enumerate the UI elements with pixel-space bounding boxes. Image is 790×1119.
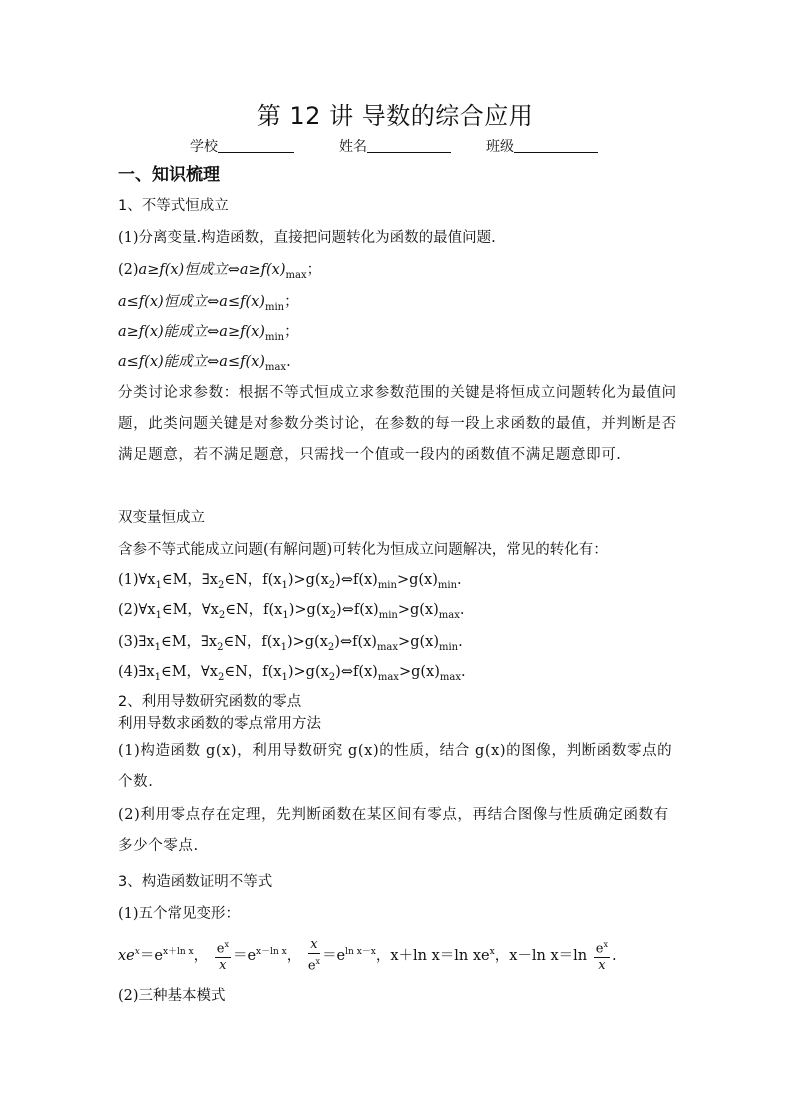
rule-row-3 bbox=[118, 322, 299, 348]
sub: min bbox=[377, 579, 397, 591]
conversion-row-4 bbox=[118, 662, 466, 688]
formula-sup: x＋ln x bbox=[162, 947, 194, 957]
rule-text: a≤f(x)能成立⇔a≤f(x) bbox=[118, 354, 265, 370]
name-blank[interactable] bbox=[367, 138, 451, 153]
class-label: 班级 bbox=[486, 139, 514, 155]
frac-den: x bbox=[219, 958, 227, 974]
sub: 2 bbox=[328, 671, 336, 683]
paragraph-separate-variable: (1)分离变量.构造函数，直接把问题转化为函数的最值问题. bbox=[118, 230, 496, 246]
part: ∈N，f(x bbox=[225, 602, 283, 618]
formula-part: ，x－ln x＝ln bbox=[494, 947, 588, 964]
rule-end: ； bbox=[284, 294, 299, 310]
sub: 1 bbox=[154, 641, 161, 653]
rule-end: . bbox=[286, 354, 291, 370]
formula-part: ＝e bbox=[232, 947, 257, 964]
formula-part: xe bbox=[118, 947, 135, 964]
rule-end: ； bbox=[284, 324, 299, 340]
sub: 2 bbox=[217, 579, 225, 591]
formula-part: ＝e bbox=[139, 947, 163, 964]
sub: 2 bbox=[217, 671, 225, 683]
paragraph-construct-function: (1)构造函数 g(x)，利用导数研究 g(x)的性质，结合 g(x)的图像，判断函数零点的个数. bbox=[118, 743, 673, 790]
paragraph-zeros-methods: 利用导数求函数的零点常用方法 bbox=[118, 716, 321, 732]
frac-den: x bbox=[598, 958, 606, 974]
part: )>g(x bbox=[286, 634, 328, 650]
part: . bbox=[458, 634, 463, 650]
part: )>g(x bbox=[287, 572, 329, 588]
name-field[interactable] bbox=[339, 136, 451, 156]
sub: max bbox=[376, 641, 399, 653]
sub: 1 bbox=[281, 671, 288, 683]
part: (1)∀x bbox=[118, 572, 156, 588]
sub: max bbox=[377, 671, 399, 683]
formula-part: ＝e bbox=[322, 947, 346, 964]
frac-den: e bbox=[307, 958, 316, 974]
frac-num-sup: x bbox=[224, 940, 229, 950]
sub: max bbox=[439, 671, 461, 683]
part: ∈N，f(x bbox=[223, 634, 281, 650]
frac-num: e bbox=[595, 941, 604, 957]
sub: 1 bbox=[282, 609, 289, 621]
part: )⇔f(x) bbox=[335, 572, 378, 588]
rule-end: ； bbox=[306, 262, 322, 278]
part: . bbox=[460, 664, 466, 680]
sub: 1 bbox=[280, 641, 287, 653]
rule-subscript: min bbox=[264, 331, 285, 343]
section-heading-knowledge: 一、知识梳理 bbox=[118, 165, 220, 185]
part: ∈M，∀x bbox=[161, 602, 219, 618]
sub: 2 bbox=[329, 609, 337, 621]
rule-text: a≥f(x)恒成立⇔a≥f(x) bbox=[138, 262, 286, 278]
rule-prefix: (2) bbox=[118, 262, 139, 278]
part: >g(x) bbox=[397, 602, 439, 618]
rule-text: a≤f(x)恒成立⇔a≤f(x) bbox=[118, 294, 265, 310]
part: >g(x) bbox=[398, 664, 440, 680]
frac-num: x bbox=[308, 937, 320, 954]
formula-sup: x bbox=[134, 947, 140, 957]
part: )>g(x bbox=[288, 602, 330, 618]
frac-num: e bbox=[216, 941, 225, 957]
subheading-double-variable: 双变量恒成立 bbox=[118, 510, 205, 526]
fraction-ex-over-x-2 bbox=[594, 937, 610, 974]
part: >g(x) bbox=[398, 634, 439, 650]
subheading-inequality: 1、不等式恒成立 bbox=[118, 198, 229, 214]
formula-part: ， bbox=[193, 947, 209, 964]
rule-row-4 bbox=[118, 352, 291, 378]
sub: max bbox=[438, 609, 460, 621]
part: )⇔f(x) bbox=[335, 664, 378, 680]
fraction-x-over-ex bbox=[308, 937, 320, 974]
sub: 1 bbox=[154, 671, 161, 683]
conversion-row-1 bbox=[118, 570, 462, 596]
formula-part: ，x＋ln x＝ln xe bbox=[375, 947, 490, 964]
sub: 2 bbox=[217, 641, 224, 653]
sub: 2 bbox=[218, 609, 226, 621]
rule-row-1 bbox=[118, 260, 321, 286]
formula-part: ， bbox=[286, 947, 302, 964]
sub: min bbox=[438, 641, 459, 653]
fraction-ex-over-x bbox=[215, 937, 231, 974]
school-label: 学校 bbox=[190, 139, 218, 155]
rule-subscript: max bbox=[264, 361, 287, 373]
paragraph-classify-discussion: 分类讨论求参数：根据不等式恒成立求参数范围的关键是将恒成立问题转化为最值问题，此类问题关键是对参数分类讨论，在参数的每一段上求函数的最值，并判断是否满足题意，若不满足题意，只需找一个值或一段内的函数值不满足题意即可. bbox=[118, 385, 677, 463]
rule-text: a≥f(x)能成立⇔a≥f(x) bbox=[118, 324, 265, 340]
part: )>g(x bbox=[287, 664, 329, 680]
formula-sup: x－ln x bbox=[256, 947, 287, 957]
paragraph-zero-theorem: (2)利用零点存在定理，先判断函数在某区间有零点，再结合图像与性质确定函数有多少个零点. bbox=[118, 807, 669, 854]
subheading-zeros: 2、利用导数研究函数的零点 bbox=[118, 694, 302, 710]
rule-subscript: min bbox=[264, 301, 285, 313]
frac-num-sup: x bbox=[603, 940, 608, 950]
sub: 1 bbox=[155, 609, 162, 621]
school-field[interactable] bbox=[190, 136, 294, 156]
part: . bbox=[457, 572, 462, 588]
part: (3)∃x bbox=[118, 634, 155, 650]
part: ∈N，f(x bbox=[224, 572, 282, 588]
class-field[interactable] bbox=[486, 136, 598, 156]
rule-row-2 bbox=[118, 292, 299, 318]
part: >g(x) bbox=[396, 572, 438, 588]
part: ∈M，∀x bbox=[160, 664, 218, 680]
sub: 2 bbox=[327, 641, 335, 653]
part: (4)∃x bbox=[118, 664, 155, 680]
rule-subscript: max bbox=[285, 269, 307, 281]
part: ∈M，∃x bbox=[160, 634, 218, 650]
formula-part: . bbox=[611, 947, 617, 964]
formula-sup: x bbox=[489, 947, 495, 957]
sub: 1 bbox=[155, 579, 162, 591]
conversion-row-2 bbox=[118, 600, 464, 626]
paragraph-double-variable: 含参不等式能成立问题(有解问题)可转化为恒成立问题解决，常见的转化有： bbox=[118, 542, 608, 558]
part: . bbox=[459, 602, 465, 618]
subheading-prove-inequality: 3、构造函数证明不等式 bbox=[118, 874, 273, 890]
frac-den-sup: x bbox=[315, 957, 321, 967]
paragraph-five-transforms: (1)五个常见变形： bbox=[118, 906, 241, 922]
part: )⇔f(x) bbox=[336, 602, 379, 618]
formula-row bbox=[118, 934, 617, 974]
sub: 1 bbox=[281, 579, 288, 591]
paragraph-three-modes: (2)三种基本模式 bbox=[118, 988, 226, 1004]
class-blank[interactable] bbox=[514, 138, 598, 153]
part: ∈M，∃x bbox=[161, 572, 218, 588]
page-title: 第 12 讲 导数的综合应用 bbox=[256, 102, 534, 130]
sub: min bbox=[378, 609, 398, 621]
sub: 2 bbox=[328, 579, 336, 591]
school-blank[interactable] bbox=[218, 138, 294, 153]
part: ∈N，f(x bbox=[224, 664, 282, 680]
part: )⇔f(x) bbox=[334, 634, 377, 650]
name-label: 姓名 bbox=[339, 139, 367, 155]
formula-sup: ln x－x bbox=[345, 947, 376, 957]
sub: min bbox=[437, 579, 458, 591]
part: (2)∀x bbox=[118, 602, 156, 618]
conversion-row-3 bbox=[118, 632, 463, 658]
